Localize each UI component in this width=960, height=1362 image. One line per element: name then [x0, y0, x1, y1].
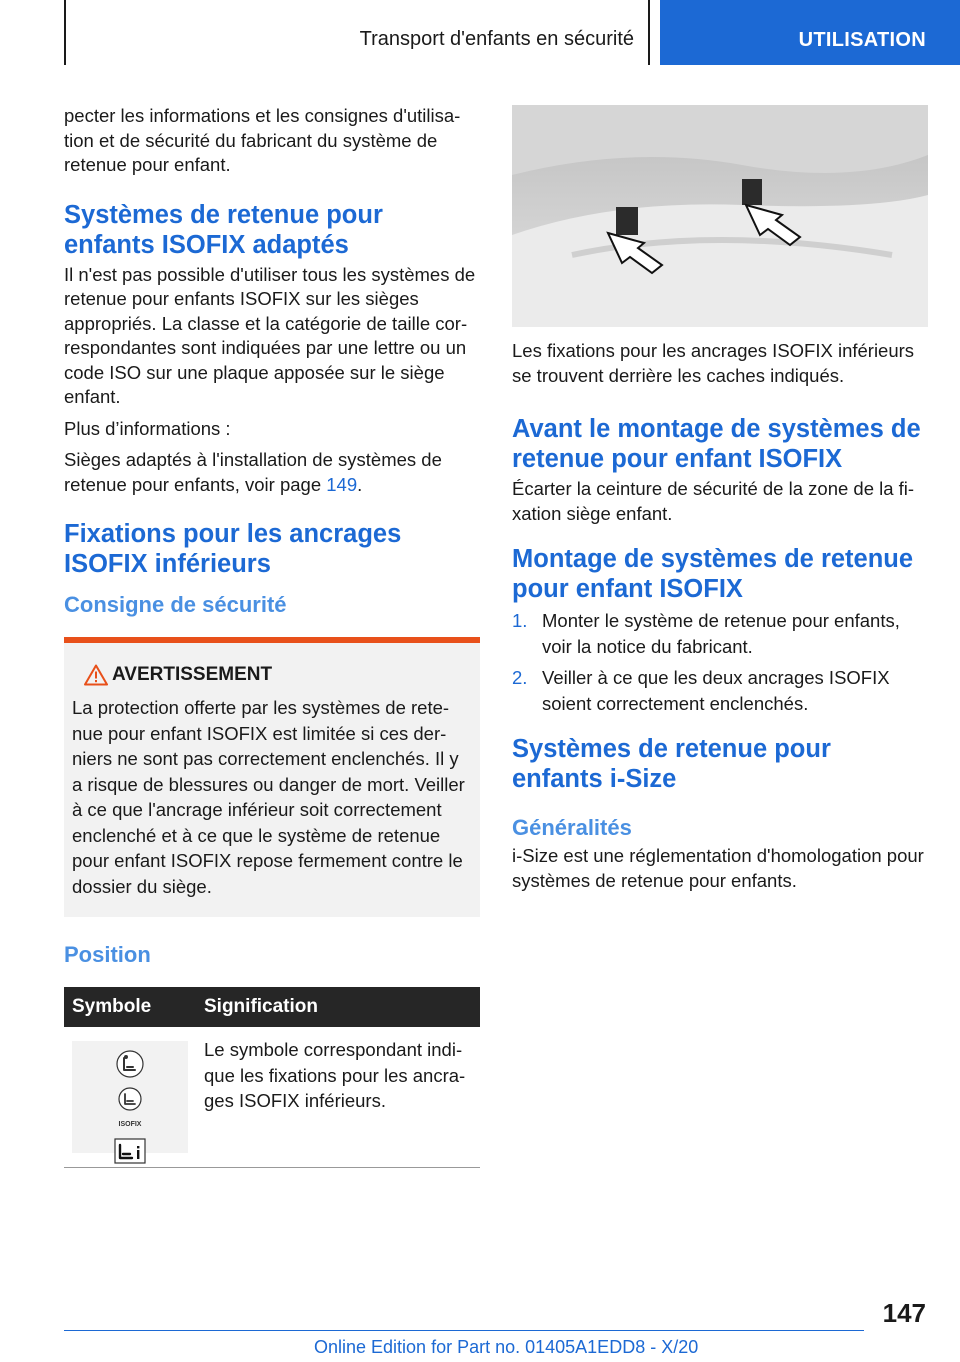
isofix-anchor-photo [512, 105, 928, 327]
col-header-meaning: Signification [196, 987, 480, 1027]
photo-caption: Les fixations pour les ancrages ISOFIX inférieurs se trouvent derrière les caches indiqués. [512, 340, 915, 386]
edition-text: Online Edition for Part no. 01405A1EDD8 - X/20 [314, 1337, 699, 1357]
heading-position: Position [64, 942, 151, 967]
heading-generalites: Généralités [512, 815, 632, 840]
page-link-149[interactable]: 149 [326, 473, 358, 495]
step-text: Monter le système de retenue pour enfants, voir la notice du fabricant. [542, 610, 900, 657]
heading-isofix-adaptes: Systèmes de retenue pour enfants ISOFIX adaptés [64, 200, 383, 259]
isofix-seat-icon [113, 1049, 147, 1086]
warning-header [72, 661, 470, 689]
left-column [64, 96, 480, 1168]
warning-triangle-icon [72, 662, 112, 688]
symbol-table [64, 987, 480, 1167]
col-header-symbol: Symbole [64, 987, 196, 1027]
table-header-row [64, 987, 480, 1027]
warning-text: La protection offerte par les systèmes de rete-nue pour enfant ISOFIX est limitée si ces der-niers ne sont pas correctement enclenchés. Il y a risque de blessures ou danger de mort. Veiller à ce que l'ancrage inférieur soit correctement enclenché et à ce que le système de retenue pour enfant ISOFIX repose fermement contre le dossier du siège. [72, 697, 465, 897]
heading-fixations: Fixations pour les ancrages ISOFIX inférieurs [64, 520, 402, 578]
heading-avant-montage: Avant le montage de systèmes de retenue pour enfant ISOFIX [512, 415, 921, 473]
avant-paragraph: Écarter la ceinture de sécurité de la zone de la fi-xation siège enfant. [512, 478, 915, 524]
page-number: 147 [882, 1298, 926, 1328]
symbol-cell [64, 1027, 196, 1167]
step-number: 1. [512, 610, 528, 631]
warning-box [64, 637, 480, 917]
heading-isize: Systèmes de retenue pour enfants i-Size [512, 735, 831, 793]
isofix-symbols [72, 1041, 188, 1153]
isofix-label-icon [115, 1086, 145, 1138]
isofix-paragraph: Il n'est pas possible d'utiliser tous les systèmes de retenue pour enfants ISOFIX sur les sièges appropriés. La classe et la catégorie de taille cor-respondantes sont indiquées par une lettre ou un code ISO sur une plaque apposée sur le siège enfant. [64, 263, 476, 407]
table-row [64, 1027, 480, 1167]
section-title: Transport d'enfants en sécurité [359, 28, 634, 50]
header-section-box [64, 0, 650, 65]
list-item [512, 665, 928, 716]
meaning-cell: Le symbole correspondant indi-que les fixations pour les ancra-ges ISOFIX inférieurs. [204, 1039, 466, 1111]
montage-steps [512, 608, 928, 716]
heading-consigne: Consigne de sécurité [64, 592, 287, 617]
right-column [512, 105, 928, 893]
warning-title: AVERTISSEMENT [112, 664, 273, 685]
chapter-tab[interactable] [660, 0, 960, 65]
reference-end: . [357, 473, 363, 495]
step-text: Veiller à ce que les deux ancrages ISOFIX soient correctement enclenchés. [542, 667, 890, 714]
list-item [512, 608, 928, 659]
intro-paragraph: pecter les informations et les consignes d'utilisa-tion et de sécurité du fabricant du système de retenue pour enfant. [64, 105, 461, 175]
isofix-label-text: ISOFIX [118, 1120, 142, 1128]
reference-text: Sièges adaptés à l'installation de systèmes de retenue pour enfants, voir page [64, 449, 442, 495]
heading-montage: Montage de systèmes de retenue pour enfant ISOFIX [512, 545, 914, 603]
isofix-info-icon [113, 1137, 147, 1172]
isize-paragraph: i-Size est une réglementation d'homologation pour systèmes de retenue pour enfants. [512, 845, 924, 891]
reference-paragraph [64, 448, 480, 497]
footer-rule [64, 1330, 864, 1331]
more-info-label: Plus d’informations : [64, 417, 231, 439]
step-number: 2. [512, 667, 528, 688]
chapter-tab-label: UTILISATION [798, 29, 926, 51]
